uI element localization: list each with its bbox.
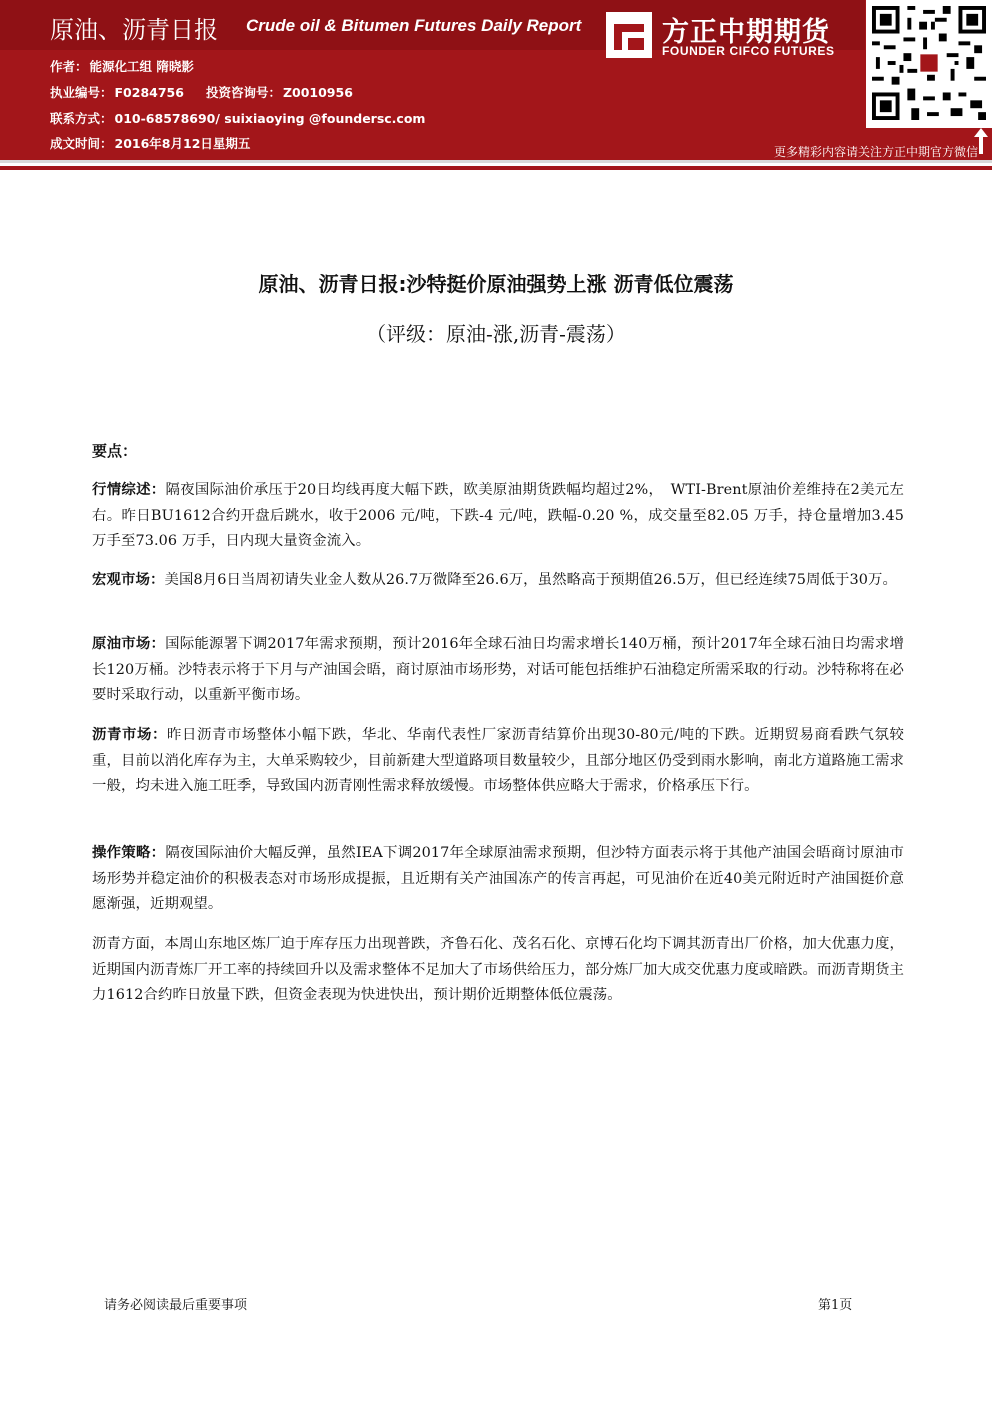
paragraph-text: 沥青方面，本周山东地区炼厂迫于库存压力出现普跌，齐鲁石化、茂名石化、京博石化均下调其沥青出厂价格，加大优惠力度，近期国内沥青炼厂开工率的持续回升以及需求整体不足加大了市场供给压力，部分炼厂加大成交优惠力度或暗跌。而沥青期货主力1612合约昨日放量下跌，但资金表现为快进快出，预计期价近期整体低位震荡。 — [92, 936, 904, 1003]
logo-text-en: FOUNDER CIFCO FUTURES — [662, 44, 835, 58]
paragraph-text: 美国8月6日当周初请失业金人数从26.7万微降至26.6万，虽然略高于预期值26.5万，但已经连续75周低于30万。 — [164, 572, 897, 588]
contact-label: 联系方式： — [50, 111, 113, 126]
paragraph-bitumen-outlook — [92, 932, 904, 1009]
paragraph-strategy — [92, 841, 904, 918]
keypoints-heading: 要点： — [92, 442, 138, 460]
license-label: 执业编号： — [50, 85, 113, 100]
paragraph-text: 隔夜国际油价大幅反弹，虽然IEA下调2017年全球原油需求预期，但沙特方面表示将于其他产油国会晤商讨原油市场形势并稳定油价的积极表态对市场形成提振，且近期有关产油国冻产的传言再起，可见油价在近40美元附近时产油国挺价意愿渐强，近期观望。 — [92, 845, 904, 912]
advisory-value: Z0010956 — [282, 85, 353, 100]
header-divider-red — [0, 166, 992, 170]
paragraph-text: 隔夜国际油价承压于20日均线再度大幅下跌，欧美原油期货跌幅均超过2%， WTI-Brent原油价差维持在2美元左右。昨日BU1612合约开盘后跳水，收于2006 元/吨，下跌-4 元/吨，跌幅-0.20 %，成交量至82.05 万手，持仓量增加3.45 万手至73.06 万手，日内现大量资金流入。 — [92, 482, 904, 549]
date-label: 成文时间： — [50, 136, 113, 151]
document-title: 原油、沥青日报:沙特挺价原油强势上涨 沥青低位震荡 — [258, 272, 734, 296]
page-number: 第1页 — [818, 1298, 853, 1313]
author-value: 能源化工组 隋晓影 — [89, 59, 194, 74]
footer-notice: 请务必阅读最后重要事项 — [104, 1298, 248, 1313]
paragraph-bitumen-market — [92, 723, 904, 800]
paragraph-crude-market — [92, 632, 904, 709]
paragraph-macro-market — [92, 568, 904, 594]
logo-text-cn: 方正中期期货 — [662, 17, 830, 48]
qr-code-icon — [872, 4, 986, 122]
paragraph-text: 国际能源署下调2017年需求预期，预计2016年全球石油日均需求增长140万桶，预计2017年全球石油日均需求增长120万桶。沙特表示将于下月与产油国会晤，商讨原油市场形势，对话可能包括维护石油稳定所需采取的行动。沙特称将在必要时采取行动，以重新平衡市场。 — [92, 636, 904, 703]
paragraph-label: 行情综述： — [92, 482, 166, 498]
author-line — [50, 57, 194, 75]
report-title-cn: 原油、沥青日报 — [50, 16, 218, 44]
paragraph-label: 原油市场： — [92, 636, 166, 652]
paragraph-label: 宏观市场： — [92, 572, 165, 588]
paragraph-text: 昨日沥青市场整体小幅下跌，华北、华南代表性厂家沥青结算价出现30-80元/吨的下跌。近期贸易商看跌气氛较重，目前以消化库存为主，大单采购较少，目前新建大型道路项目数量较少，且部分地区仍受到雨水影响，南北方道路施工需求一般，均未进入施工旺季，导致国内沥青刚性需求释放缓慢。市场整体供应略大于需求，价格承压下行。 — [92, 727, 904, 794]
license-line — [50, 83, 353, 101]
follow-wechat-text: 更多精彩内容请关注方正中期官方微信 — [773, 145, 978, 159]
author-label: 作者： — [50, 59, 88, 74]
wechat-qr-code — [866, 0, 992, 128]
document-rating: （评级：原油-涨,沥青-震荡） — [366, 322, 626, 346]
paragraph-label: 操作策略： — [92, 845, 166, 861]
date-line — [50, 134, 250, 152]
report-header — [0, 0, 992, 160]
paragraph-market-overview — [92, 478, 904, 555]
header-divider-grey — [0, 160, 992, 163]
contact-value[interactable]: 010-68578690/ suixiaoying @foundersc.com — [114, 111, 426, 126]
company-logo — [604, 6, 860, 66]
contact-line — [50, 109, 425, 127]
report-title-en: Crude oil & Bitumen Futures Daily Report — [246, 16, 582, 35]
advisory-label: 投资咨询号： — [205, 85, 281, 100]
date-value: 2016年8月12日星期五 — [114, 136, 251, 151]
paragraph-label: 沥青市场： — [92, 727, 167, 743]
founder-logo-icon — [604, 10, 654, 60]
license-value: F0284756 — [114, 85, 184, 100]
